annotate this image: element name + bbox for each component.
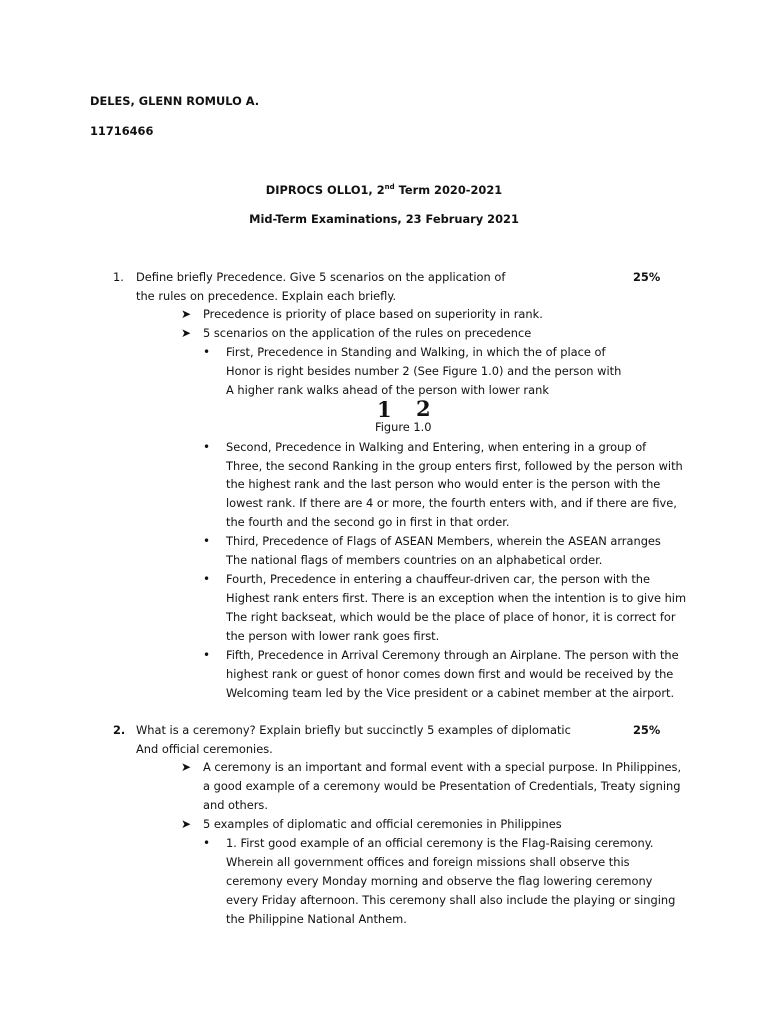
figure-number-1: 1 (377, 397, 392, 422)
course-sup: nd (384, 183, 395, 192)
s2-line3: the highest rank and the last person who would enter is the person with the (226, 477, 661, 491)
q2-arrow2: 5 examples of diplomatic and official ceremonies in Philippines (203, 817, 562, 831)
s4-line1: Fourth, Precedence in entering a chauffeur-driven car, the person with the (226, 572, 651, 586)
q1-line2: the rules on precedence. Explain each briefly. (136, 289, 397, 303)
q2-points: 25% (633, 723, 661, 737)
q1-arrow2: 5 scenarios on the application of the rules on precedence (203, 326, 532, 340)
exam-title: Mid-Term Examinations, 23 February 2021 (249, 212, 519, 226)
course-line (0, 183, 768, 197)
arrow-bullet-icon: ➤ (181, 326, 192, 340)
s5-line1: Fifth, Precedence in Arrival Ceremony through an Airplane. The person with the (226, 648, 679, 662)
e1-line3: ceremony every Monday morning and observe the flag lowering ceremony (226, 874, 653, 888)
s2-line4: lowest rank. If there are 4 or more, the fourth enters with, and if there are five, (226, 496, 677, 510)
q2-line1: What is a ceremony? Explain briefly but succinctly 5 examples of diplomatic (136, 723, 571, 737)
bullet-dot-icon: • (203, 534, 211, 548)
q2-line2: And official ceremonies. (136, 742, 273, 756)
arrow-bullet-icon: ➤ (181, 760, 192, 774)
s3-line2: The national flags of members countries on an alphabetical order. (226, 553, 603, 567)
bullet-dot-icon: • (203, 345, 211, 359)
s3-line1: Third, Precedence of Flags of ASEAN Members, wherein the ASEAN arranges (226, 534, 661, 548)
q1-arrow1: Precedence is priority of place based on superiority in rank. (203, 307, 543, 321)
s2-line1: Second, Precedence in Walking and Entering, when entering in a group of (226, 440, 647, 454)
student-id: 11716466 (90, 124, 154, 138)
s4-line3: The right backseat, which would be the place of place of honor, it is correct for (226, 610, 676, 624)
student-name: DELES, GLENN ROMULO A. (90, 94, 260, 108)
s4-line2: Highest rank enters first. There is an exception when the intention is to give him (226, 591, 687, 605)
e1-line5: the Philippine National Anthem. (226, 912, 407, 926)
q2-arrow1-line2: a good example of a ceremony would be Presentation of Credentials, Treaty signing (203, 779, 681, 793)
q1-number: 1. (113, 270, 124, 284)
q2-arrow1-line1: A ceremony is an important and formal event with a special purpose. In Philippines, (203, 760, 682, 774)
e1-line4: every Friday afternoon. This ceremony shall also include the playing or singing (226, 893, 676, 907)
s1-line3: A higher rank walks ahead of the person with lower rank (226, 383, 549, 397)
s2-line2: Three, the second Ranking in the group enters first, followed by the person with (226, 459, 683, 473)
s5-line3: Welcoming team led by the Vice president or a cabinet member at the airport. (226, 686, 675, 700)
q1-line1: Define briefly Precedence. Give 5 scenarios on the application of (136, 270, 506, 284)
e1-line2: Wherein all government offices and foreign missions shall observe this (226, 855, 630, 869)
s4-line4: the person with lower rank goes first. (226, 629, 440, 643)
s5-line2: highest rank or guest of honor comes down first and would be received by the (226, 667, 674, 681)
bullet-dot-icon: • (203, 440, 211, 454)
bullet-dot-icon: • (203, 572, 211, 586)
q2-number: 2. (113, 723, 126, 737)
s1-line1: First, Precedence in Standing and Walking, in which the of place of (226, 345, 606, 359)
s2-line5: the fourth and the second go in first in that order. (226, 515, 510, 529)
q2-arrow1-line3: and others. (203, 798, 268, 812)
s1-line2: Honor is right besides number 2 (See Figure 1.0) and the person with (226, 364, 622, 378)
q1-points: 25% (633, 270, 661, 284)
arrow-bullet-icon: ➤ (181, 307, 192, 321)
arrow-bullet-icon: ➤ (181, 817, 192, 831)
e1-line1: 1. First good example of an official ceremony is the Flag-Raising ceremony. (226, 836, 654, 850)
figure-number-2: 2 (416, 396, 431, 421)
bullet-dot-icon: • (203, 648, 211, 662)
figure-caption: Figure 1.0 (375, 420, 432, 434)
course-prefix: DIPROCS OLLO1, 2 (265, 183, 385, 197)
bullet-dot-icon: • (203, 836, 211, 850)
course-suffix: Term 2020-2021 (394, 183, 503, 197)
